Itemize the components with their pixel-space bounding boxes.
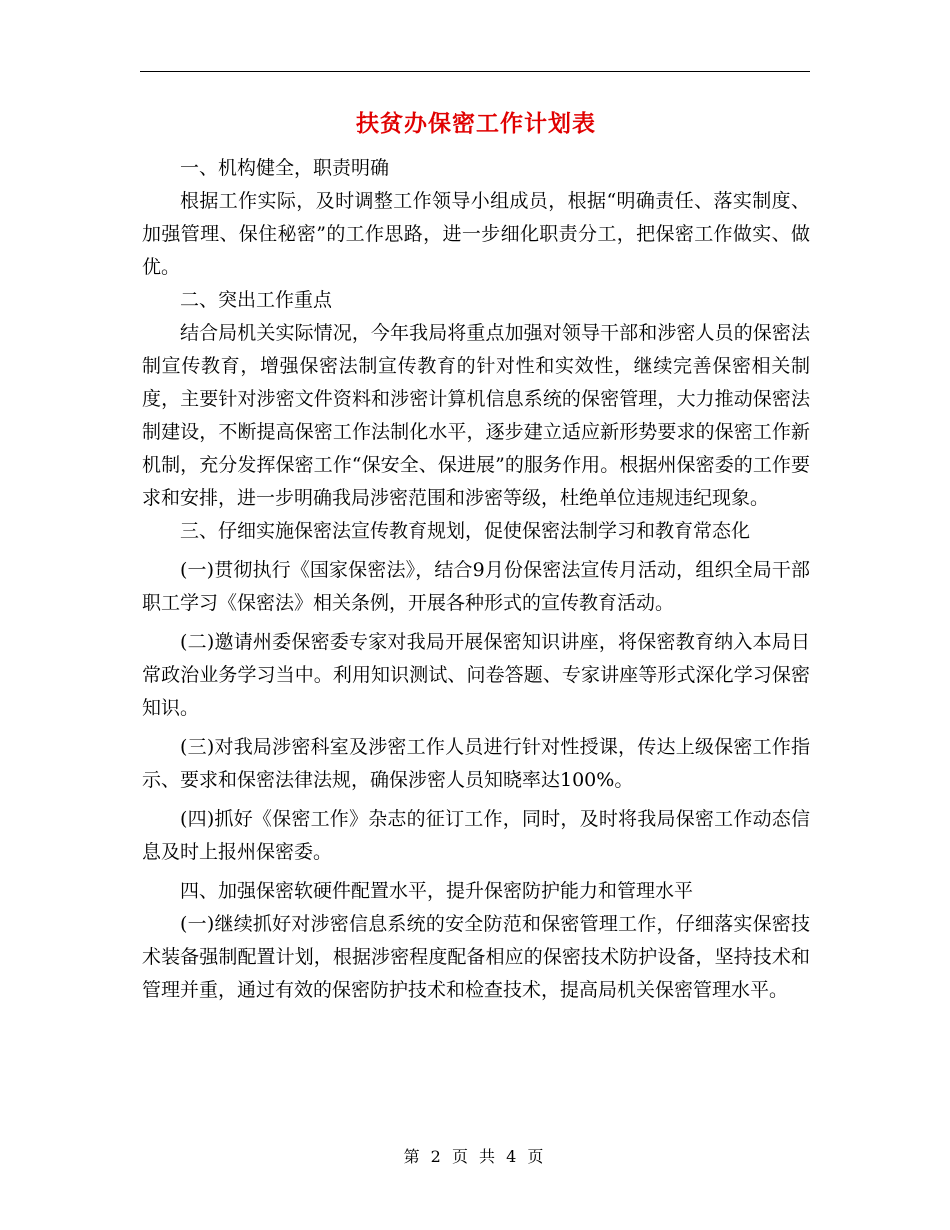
paragraph: 结合局机关实际情况，今年我局将重点加强对领导干部和涉密人员的保密法制宣传教育，增强保密法制宣传教育的针对性和实效性，继续完善保密相关制度，主要针对涉密文件资料和涉密计算机信息系统的保密管理，大力推动保密法制建设，不断提高保密工作法制化水平，逐步建立适应新形势要求的保密工作新机制，充分发挥保密工作“保安全、保进展”的服务作用。根据州保密委的工作要求和安排，进一步明确我局涉密范围和涉密等级，杜绝单位违规违纪现象。 [142, 322, 810, 509]
section-heading-2: 二、突出工作重点 [180, 289, 333, 311]
section-heading-4: 四、加强保密软硬件配置水平，提升保密防护能力和管理水平 [180, 880, 694, 902]
page-number-footer: 第 2 页 共 4 页 [403, 1147, 547, 1166]
paragraph: 根据工作实际，及时调整工作领导小组成员，根据“明确责任、落实制度、加强管理、保住秘密”的工作思路，进一步细化职责分工，把保密工作做实、做优。 [142, 190, 810, 278]
section-heading-1: 一、机构健全，职责明确 [180, 157, 390, 179]
list-item: (四)抓好《保密工作》杂志的征订工作，同时，及时将我局保密工作动态信息及时上报州保密委。 [142, 808, 810, 863]
list-item: (二)邀请州委保密委专家对我局开展保密知识讲座，将保密教育纳入本局日常政治业务学习当中。利用知识测试、问卷答题、专家讲座等形式深化学习保密知识。 [142, 631, 810, 719]
section-heading-3: 三、仔细实施保密法宣传教育规划，促使保密法制学习和教育常态化 [180, 520, 751, 542]
list-item: (三)对我局涉密科室及涉密工作人员进行针对性授课，传达上级保密工作指示、要求和保密法律法规，确保涉密人员知晓率达100%。 [142, 736, 810, 791]
document-title: 扶贫办保密工作计划表 [356, 110, 596, 137]
document-body [142, 104, 810, 1007]
header-rule [140, 71, 810, 72]
list-item: (一)贯彻执行《国家保密法》，结合9月份保密法宣传月活动，组织全局干部职工学习《保密法》相关条例，开展各种形式的宣传教育活动。 [142, 559, 810, 614]
list-item: (一)继续抓好对涉密信息系统的安全防范和保密管理工作，仔细落实保密技术装备强制配置计划，根据涉密程度配备相应的保密技术防护设备，坚持技术和管理并重，通过有效的保密防护技术和检查技术，提高局机关保密管理水平。 [142, 913, 810, 1001]
